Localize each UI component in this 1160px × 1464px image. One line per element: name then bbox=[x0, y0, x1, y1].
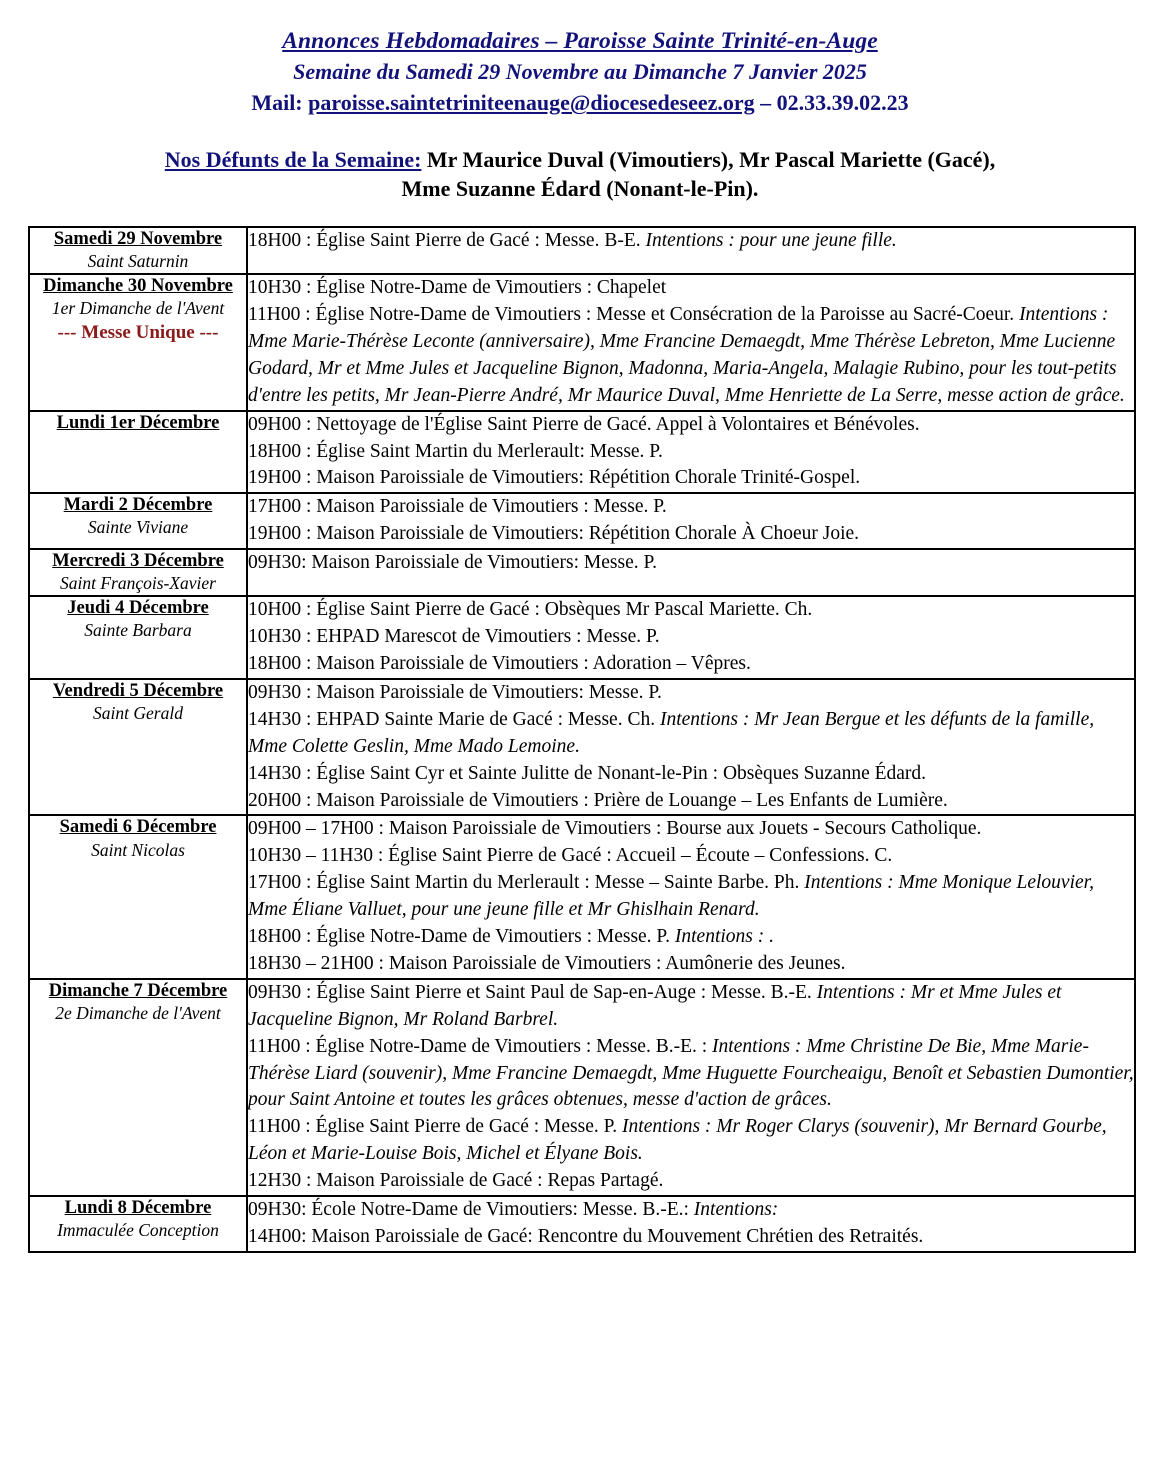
deceased-names-second: Mme Suzanne Édard (Nonant-le-Pin). bbox=[401, 176, 759, 202]
event-main-text: 17H00 : Maison Paroissiale de Vimoutiers : Messe. P. bbox=[248, 496, 667, 518]
mail-label: Mail: bbox=[251, 90, 309, 116]
schedule-row bbox=[29, 227, 1135, 274]
day-cell bbox=[29, 815, 247, 978]
events-cell bbox=[247, 596, 1135, 679]
event-main-text: 19H00 : Maison Paroissiale de Vimoutiers: Répétition Chorale À Choeur Joie. bbox=[248, 523, 860, 545]
day-name: Vendredi 5 Décembre bbox=[52, 680, 224, 701]
event-entry bbox=[248, 228, 1134, 255]
events-cell bbox=[247, 979, 1135, 1196]
schedule-table-body bbox=[29, 227, 1135, 1252]
day-cell bbox=[29, 274, 247, 411]
event-main-text: 14H00: Maison Paroissiale de Gacé: Rencontre du Mouvement Chrétien des Retraités. bbox=[248, 1226, 924, 1248]
schedule-row bbox=[29, 549, 1135, 596]
event-main-text: 11H00 : Église Notre-Dame de Vimoutiers : Messe. B.-E. : bbox=[248, 1035, 713, 1057]
saint-of-the-day: Saint Nicolas bbox=[91, 839, 185, 860]
saint-of-the-day: 1er Dimanche de l'Avent bbox=[51, 298, 225, 319]
schedule-row bbox=[29, 1196, 1135, 1252]
schedule-row bbox=[29, 679, 1135, 816]
event-entry bbox=[248, 1168, 1134, 1195]
deceased-line-1 bbox=[0, 145, 1160, 175]
event-intentions: Intentions : Mme Marie-Thérèse Leconte (anniversaire), Mme Francine Demaegdt, Mme Thérèse Lebreton, Mme Lucienne Godard, Mr et Mme Jules et Jacqueline Bignon, Madonna, Maria-Angela, Malagie Rubino, pour les tout-petits d'entre les petits, Mr Jean-Pierre André, Mr Maurice Duval, Mme Henriette de La Serre, messe action de grâce. bbox=[248, 304, 1125, 406]
event-main-text: 10H30 – 11H30 : Église Saint Pierre de Gacé : Accueil – Écoute – Confessions. C. bbox=[248, 845, 893, 867]
events-cell bbox=[247, 815, 1135, 978]
event-main-text: 17H00 : Église Saint Martin du Merlerault : Messe – Sainte Barbe. Ph. bbox=[248, 872, 805, 894]
events-cell bbox=[247, 679, 1135, 816]
event-entry bbox=[248, 1224, 1134, 1251]
day-cell bbox=[29, 493, 247, 549]
event-entry bbox=[248, 980, 1134, 1034]
event-intentions: Intentions : . bbox=[674, 926, 774, 948]
event-entry bbox=[248, 870, 1134, 924]
schedule-row bbox=[29, 979, 1135, 1196]
events-cell bbox=[247, 493, 1135, 549]
event-main-text: 20H00 : Maison Paroissiale de Vimoutiers : Prière de Louange – Les Enfants de Lumière. bbox=[248, 789, 948, 811]
event-main-text: 10H30 : Église Notre-Dame de Vimoutiers : Chapelet bbox=[248, 277, 667, 299]
day-cell bbox=[29, 979, 247, 1196]
day-cell bbox=[29, 549, 247, 596]
events-cell bbox=[247, 274, 1135, 411]
event-main-text: 09H30 : Maison Paroissiale de Vimoutiers: Messe. P. bbox=[248, 681, 662, 703]
day-cell bbox=[29, 411, 247, 494]
event-intentions: Intentions : Mr et Mme Jules et Jacqueline Bignon, Mr Roland Barbrel. bbox=[248, 981, 1062, 1030]
day-name: Samedi 6 Décembre bbox=[59, 817, 217, 838]
parish-email-link[interactable]: paroisse.saintetriniteenauge@diocesedeseez.org bbox=[308, 90, 755, 116]
event-main-text: 11H00 : Église Saint Pierre de Gacé : Messe. P. bbox=[248, 1116, 623, 1138]
event-entry bbox=[248, 951, 1134, 978]
special-note-badge: --- Messe Unique --- bbox=[57, 322, 219, 344]
deceased-names-first: Mr Maurice Duval (Vimoutiers), Mr Pascal Mariette (Gacé), bbox=[421, 146, 996, 172]
event-entry bbox=[248, 550, 1134, 577]
schedule-section bbox=[0, 226, 1160, 1253]
events-cell bbox=[247, 549, 1135, 596]
event-intentions: Intentions : Mr Jean Bergue et les défunts de la famille, Mme Colette Geslin, Mme Mado Lemoine. bbox=[248, 708, 1095, 757]
event-main-text: 18H30 – 21H00 : Maison Paroissiale de Vimoutiers : Aumônerie des Jeunes. bbox=[248, 952, 846, 974]
event-entry bbox=[248, 1114, 1134, 1168]
saint-of-the-day: Saint François-Xavier bbox=[59, 573, 216, 594]
event-main-text: 10H30 : EHPAD Marescot de Vimoutiers : Messe. P. bbox=[248, 626, 660, 648]
event-entry bbox=[248, 624, 1134, 651]
saint-of-the-day: Saint Gerald bbox=[93, 703, 183, 724]
day-name: Jeudi 4 Décembre bbox=[67, 598, 209, 619]
week-range-subtitle: Semaine du Samedi 29 Novembre au Dimanche 7 Janvier 2025 bbox=[293, 59, 867, 85]
day-cell bbox=[29, 1196, 247, 1252]
saint-of-the-day: Saint Saturnin bbox=[87, 251, 189, 272]
event-entry bbox=[248, 924, 1134, 951]
event-intentions: Intentions : Mme Monique Lelouvier, Mme Éliane Valluet, pour une jeune fille et Mr Ghislhain Renard. bbox=[248, 872, 1094, 921]
saint-of-the-day: Immaculée Conception bbox=[57, 1220, 219, 1241]
day-cell bbox=[29, 227, 247, 274]
event-main-text: 14H30 : Église Saint Cyr et Sainte Julitte de Nonant-le-Pin : Obsèques Suzanne Édard. bbox=[248, 762, 927, 784]
event-entry bbox=[248, 761, 1134, 788]
saint-of-the-day: Sainte Viviane bbox=[87, 517, 189, 538]
event-intentions: Intentions : pour une jeune fille. bbox=[645, 230, 897, 252]
event-main-text: 09H30 : Église Saint Pierre et Saint Paul de Sap-en-Auge : Messe. B.-E. bbox=[248, 981, 817, 1003]
event-intentions: Intentions : Mr Roger Clarys (souvenir), Mr Bernard Gourbe, Léon et Marie-Louise Bois, Michel et Élyane Bois. bbox=[248, 1116, 1107, 1165]
event-main-text: 18H00 : Maison Paroissiale de Vimoutiers : Adoration – Vêpres. bbox=[248, 652, 751, 674]
event-entry bbox=[248, 597, 1134, 624]
event-entry bbox=[248, 412, 1134, 439]
event-main-text: 09H00 : Nettoyage de l'Église Saint Pierre de Gacé. Appel à Volontaires et Bénévoles. bbox=[248, 413, 920, 435]
parish-title: Annonces Hebdomadaires – Paroisse Sainte Trinité-en-Auge bbox=[282, 28, 878, 54]
event-entry bbox=[248, 788, 1134, 815]
event-main-text: 12H30 : Maison Paroissiale de Gacé : Repas Partagé. bbox=[248, 1170, 664, 1192]
deceased-label: Nos Défunts de la Semaine: bbox=[164, 146, 422, 172]
day-name: Lundi 1er Décembre bbox=[56, 412, 220, 433]
weekly-schedule-table bbox=[28, 226, 1136, 1253]
day-name: Mardi 2 Décembre bbox=[63, 495, 213, 516]
event-entry bbox=[248, 1197, 1134, 1224]
day-name: Samedi 29 Novembre bbox=[53, 229, 223, 250]
event-main-text: 09H00 – 17H00 : Maison Paroissiale de Vimoutiers : Bourse aux Jouets - Secours Catholique. bbox=[248, 818, 982, 840]
event-entry bbox=[248, 651, 1134, 678]
parish-phone: – 02.33.39.02.23 bbox=[754, 90, 909, 116]
event-entry bbox=[248, 521, 1134, 548]
schedule-row bbox=[29, 815, 1135, 978]
events-cell bbox=[247, 411, 1135, 494]
schedule-row bbox=[29, 493, 1135, 549]
day-name: Dimanche 30 Novembre bbox=[43, 276, 233, 297]
event-main-text: 09H30: Maison Paroissiale de Vimoutiers: Messe. P. bbox=[248, 552, 658, 574]
saint-of-the-day: 2e Dimanche de l'Avent bbox=[55, 1002, 221, 1023]
event-entry bbox=[248, 302, 1134, 410]
event-entry bbox=[248, 465, 1134, 492]
event-entry bbox=[248, 680, 1134, 707]
event-main-text: 18H00 : Église Notre-Dame de Vimoutiers : Messe. P. bbox=[248, 926, 675, 948]
document-header bbox=[0, 0, 1160, 119]
event-intentions: Intentions : Mme Christine De Bie, Mme Marie-Thérèse Liard (souvenir), Mme Francine Demaegdt, Mme Huguette Fourcheaigu, Benoît et Sebastien Dumontier, pour Saint Antoine et toutes les grâces obtenues, messe d'action de grâces. bbox=[248, 1035, 1134, 1111]
events-cell bbox=[247, 227, 1135, 274]
event-entry bbox=[248, 275, 1134, 302]
event-main-text: 14H30 : EHPAD Sainte Marie de Gacé : Messe. Ch. bbox=[248, 708, 660, 730]
day-cell bbox=[29, 679, 247, 816]
event-entry bbox=[248, 1034, 1134, 1115]
event-entry bbox=[248, 494, 1134, 521]
day-cell bbox=[29, 596, 247, 679]
contact-line bbox=[0, 88, 1160, 118]
event-entry bbox=[248, 439, 1134, 466]
event-main-text: 09H30: École Notre-Dame de Vimoutiers: Messe. B.-E.: bbox=[248, 1199, 694, 1221]
event-entry bbox=[248, 816, 1134, 843]
schedule-row bbox=[29, 274, 1135, 411]
event-intentions: Intentions: bbox=[693, 1199, 779, 1221]
event-main-text: 18H00 : Église Saint Martin du Merlerault: Messe. P. bbox=[248, 440, 663, 462]
event-main-text: 10H00 : Église Saint Pierre de Gacé : Obsèques Mr Pascal Mariette. Ch. bbox=[248, 599, 813, 621]
event-main-text: 19H00 : Maison Paroissiale de Vimoutiers: Répétition Chorale Trinité-Gospel. bbox=[248, 467, 861, 489]
day-name: Mercredi 3 Décembre bbox=[52, 551, 224, 572]
day-name: Dimanche 7 Décembre bbox=[48, 980, 228, 1001]
events-cell bbox=[247, 1196, 1135, 1252]
event-main-text: 18H00 : Église Saint Pierre de Gacé : Messe. B-E. bbox=[248, 230, 646, 252]
schedule-row bbox=[29, 596, 1135, 679]
saint-of-the-day: Sainte Barbara bbox=[84, 620, 192, 641]
event-main-text: 11H00 : Église Notre-Dame de Vimoutiers : Messe et Consécration de la Paroisse au Sacré-Coeur. bbox=[248, 304, 1020, 326]
day-name: Lundi 8 Décembre bbox=[64, 1198, 212, 1219]
event-entry bbox=[248, 707, 1134, 761]
deceased-section bbox=[0, 145, 1160, 204]
event-entry bbox=[248, 843, 1134, 870]
schedule-row bbox=[29, 411, 1135, 494]
